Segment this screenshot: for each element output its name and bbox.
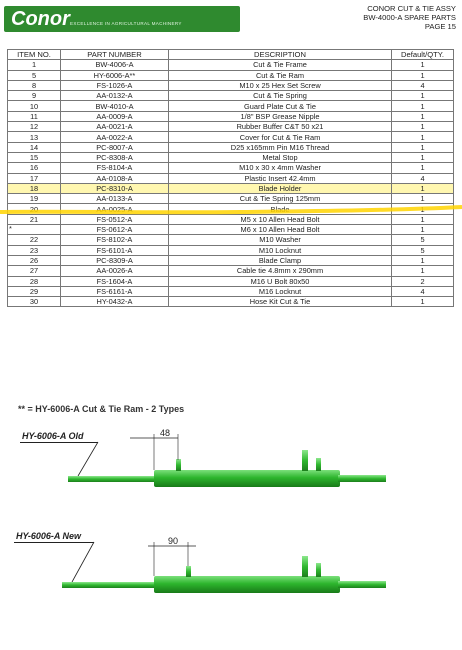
item-no-text: 14 (29, 142, 39, 152)
table-row (8, 163, 454, 173)
parts-table-body (8, 60, 454, 307)
table-row (8, 235, 454, 245)
logo-text: Conor (11, 8, 70, 30)
table-row (8, 286, 454, 296)
cell-part-number: FS-0512-A (61, 214, 169, 224)
item-no-text: 9 (31, 91, 37, 101)
ram-old-drawing (68, 428, 386, 487)
cell-description: M10 Washer (169, 235, 392, 245)
cell-item-no (8, 245, 61, 255)
cell-part-number: PC-8309-A (61, 255, 169, 265)
item-no-text: 15 (29, 153, 39, 163)
ram-new-leader (72, 542, 94, 582)
cell-part-number: AA-0133-A (61, 194, 169, 204)
document-title-block (363, 4, 456, 31)
cell-part-number: AA-0108-A (61, 173, 169, 183)
footnote-star: * (9, 224, 12, 234)
cell-qty: 4 (392, 80, 454, 90)
cell-part-number: PC-8308-A (61, 152, 169, 162)
cell-part-number: PC-8007-A (61, 142, 169, 152)
page-number: PAGE 15 (424, 22, 456, 31)
table-row (8, 101, 454, 111)
cell-part-number: FS-1026-A (61, 80, 169, 90)
cell-part-number: HY-0432-A (61, 297, 169, 307)
cell-part-number: FS-8102-A (61, 235, 169, 245)
col-item-no: ITEM NO. (8, 50, 61, 60)
table-row (8, 132, 454, 142)
ram-old-label: HY-6006-A Old (22, 431, 84, 441)
cell-item-no (8, 214, 61, 224)
item-no-text: 8 (31, 81, 37, 91)
ram-old-leader (78, 442, 98, 476)
ram-types-note: ** = HY-6006-A Cut & Tie Ram - 2 Types (18, 404, 185, 414)
ram-new-cylinder (154, 576, 340, 593)
cell-qty: 5 (392, 245, 454, 255)
cell-description: M6 x 10 Allen Head Bolt (169, 225, 392, 235)
cell-qty: 1 (392, 255, 454, 265)
cell-item-no (8, 173, 61, 183)
cell-item-no (8, 80, 61, 90)
title-line-1: CONOR CUT & TIE ASSY (367, 4, 456, 13)
page-header (0, 0, 462, 44)
cell-item-no (8, 142, 61, 152)
logo-tagline: EXCELLENCE IN AGRICULTURAL MACHINERY (70, 21, 182, 26)
item-no-text: 21 (29, 214, 39, 224)
cell-part-number: AA-0025-A (61, 204, 169, 214)
cell-description: M16 U Bolt 80x50 (169, 276, 392, 286)
item-no-text: 18 (29, 184, 39, 193)
cell-item-no (8, 204, 61, 214)
table-row (8, 91, 454, 101)
cell-part-number: PC-8310-A (61, 183, 169, 193)
cell-description: Guard Plate Cut & Tie (169, 101, 392, 111)
cell-qty: 1 (392, 297, 454, 307)
cell-qty: 4 (392, 286, 454, 296)
cell-part-number: HY-6006-A** (61, 70, 169, 80)
cell-part-number: FS-0612-A (61, 225, 169, 235)
item-no-text: 27 (29, 266, 39, 276)
ram-old-rod-right (338, 475, 386, 482)
item-no-text: 30 (29, 297, 39, 307)
table-row (8, 80, 454, 90)
item-no-text: 29 (29, 286, 39, 296)
cell-item-no (8, 255, 61, 265)
cell-description: Blade Holder (169, 183, 392, 193)
cell-item-no (8, 91, 61, 101)
cell-description: Metal Stop (169, 152, 392, 162)
cell-part-number: AA-0132-A (61, 91, 169, 101)
cell-description: Cover for Cut & Tie Ram (169, 132, 392, 142)
table-row (8, 225, 454, 235)
item-no-text: 22 (29, 235, 39, 245)
item-no-text: 5 (31, 70, 37, 80)
cell-description: D25 x165mm Pin M16 Thread (169, 142, 392, 152)
table-row (8, 297, 454, 307)
table-row (8, 122, 454, 132)
table-row (8, 111, 454, 121)
ram-new-port-3 (316, 563, 321, 577)
cell-item-no (8, 70, 61, 80)
cell-part-number: FS-6161-A (61, 286, 169, 296)
cell-qty: 1 (392, 225, 454, 235)
cell-qty: 4 (392, 173, 454, 183)
item-no-text: 12 (29, 122, 39, 132)
cell-description: Cut & Tie Spring 125mm (169, 194, 392, 204)
cell-item-no (8, 194, 61, 204)
item-no-text: 23 (29, 245, 39, 255)
ram-new-rod-right (338, 581, 386, 588)
ram-old-label-underline (20, 442, 98, 443)
table-row (8, 194, 454, 204)
cell-part-number: BW-4006-A (61, 60, 169, 70)
ram-new-port-1 (186, 566, 191, 577)
col-part-number: PART NUMBER (61, 50, 169, 60)
cell-qty: 1 (392, 142, 454, 152)
cell-description: Cable tie 4.8mm x 290mm (169, 266, 392, 276)
cell-qty: 1 (392, 152, 454, 162)
ram-old-rod-left (68, 476, 160, 482)
cell-item-no (8, 152, 61, 162)
col-qty: Default/QTY. (392, 50, 454, 60)
table-row (8, 204, 454, 214)
cell-qty: 1 (392, 163, 454, 173)
cell-qty: 1 (392, 132, 454, 142)
ram-new-port-2 (302, 556, 308, 577)
table-row (8, 142, 454, 152)
ram-old-port-1 (176, 459, 181, 471)
item-no-text: 13 (29, 132, 39, 142)
cell-qty: 1 (392, 101, 454, 111)
table-row (8, 173, 454, 183)
cell-qty: 1 (392, 111, 454, 121)
cell-part-number: FS-6101-A (61, 245, 169, 255)
parts-table (7, 49, 454, 307)
ram-new-label: HY-6006-A New (16, 531, 82, 541)
item-no-text: 1 (31, 60, 37, 70)
cell-item-no (8, 235, 61, 245)
cell-qty: 1 (392, 266, 454, 276)
table-row (8, 183, 454, 193)
cell-item-no (8, 297, 61, 307)
cell-description: M5 x 10 Allen Head Bolt (169, 214, 392, 224)
cell-part-number: AA-0009-A (61, 111, 169, 121)
cell-part-number: BW-4010-A (61, 101, 169, 111)
cell-description: 1/8" BSP Grease Nipple (169, 111, 392, 121)
cell-item-no (8, 266, 61, 276)
item-no-text: 19 (29, 194, 39, 204)
cell-item-no (8, 225, 61, 235)
cell-description: M16 Locknut (169, 286, 392, 296)
conor-logo (4, 6, 240, 32)
ram-new-drawing (62, 536, 386, 593)
col-description: DESCRIPTION (169, 50, 392, 60)
cell-part-number: AA-0022-A (61, 132, 169, 142)
cell-part-number: FS-1604-A (61, 276, 169, 286)
cell-description: Blade Clamp (169, 255, 392, 265)
cell-qty: 1 (392, 183, 454, 193)
cell-item-no (8, 286, 61, 296)
cell-qty: 1 (392, 122, 454, 132)
table-row (8, 245, 454, 255)
cell-description: M10 x 25 Hex Set Screw (169, 80, 392, 90)
cell-part-number: AA-0026-A (61, 266, 169, 276)
item-no-text: 28 (29, 276, 39, 286)
cell-qty: 1 (392, 214, 454, 224)
table-row (8, 214, 454, 224)
item-no-text: 26 (29, 256, 39, 266)
item-no-text: 10 (29, 101, 39, 111)
ram-old-port-2 (302, 450, 308, 471)
cell-description: Cut & Tie Ram (169, 70, 392, 80)
cell-description: M10 Locknut (169, 245, 392, 255)
table-row (8, 255, 454, 265)
cell-qty: 5 (392, 235, 454, 245)
cell-item-no (8, 276, 61, 286)
item-no-text: 20 (29, 204, 39, 214)
cell-qty: 1 (392, 204, 454, 214)
cell-description: Hose Kit Cut & Tie (169, 297, 392, 307)
cell-description: Cut & Tie Spring (169, 91, 392, 101)
ram-old-port-3 (316, 458, 321, 471)
ram-new-rod-left (62, 582, 160, 588)
table-row (8, 276, 454, 286)
ram-old-cylinder (154, 470, 340, 487)
cell-item-no (8, 132, 61, 142)
table-row (8, 152, 454, 162)
cell-qty: 1 (392, 194, 454, 204)
cell-part-number: AA-0021-A (61, 122, 169, 132)
table-row (8, 266, 454, 276)
title-line-2: BW-4000-A SPARE PARTS (363, 13, 456, 22)
cell-description: Plastic Insert 42.4mm (169, 173, 392, 183)
cell-part-number: FS-8104-A (61, 163, 169, 173)
cell-item-no (8, 101, 61, 111)
item-no-text: 17 (29, 173, 39, 183)
table-header-row (8, 50, 454, 60)
ram-new-label-underline (14, 542, 94, 543)
item-no-text: 11 (30, 111, 38, 121)
cell-qty: 1 (392, 60, 454, 70)
cell-description: M10 x 30 x 4mm Washer (169, 163, 392, 173)
cell-item-no (8, 111, 61, 121)
cell-description: Rubber Buffer C&T 50 x21 (169, 122, 392, 132)
cell-description: Cut & Tie Frame (169, 60, 392, 70)
cell-qty: 2 (392, 276, 454, 286)
cell-description: Blade (169, 204, 392, 214)
cell-item-no (8, 122, 61, 132)
ram-new-dimension: 90 (168, 536, 179, 546)
cell-qty: 1 (392, 91, 454, 101)
cell-item-no (8, 60, 61, 70)
item-no-text: 16 (29, 163, 39, 173)
cell-qty: 1 (392, 70, 454, 80)
cell-item-no (8, 183, 61, 193)
ram-old-dimension: 48 (160, 428, 171, 438)
table-row (8, 70, 454, 80)
table-row (8, 60, 454, 70)
cell-item-no (8, 163, 61, 173)
